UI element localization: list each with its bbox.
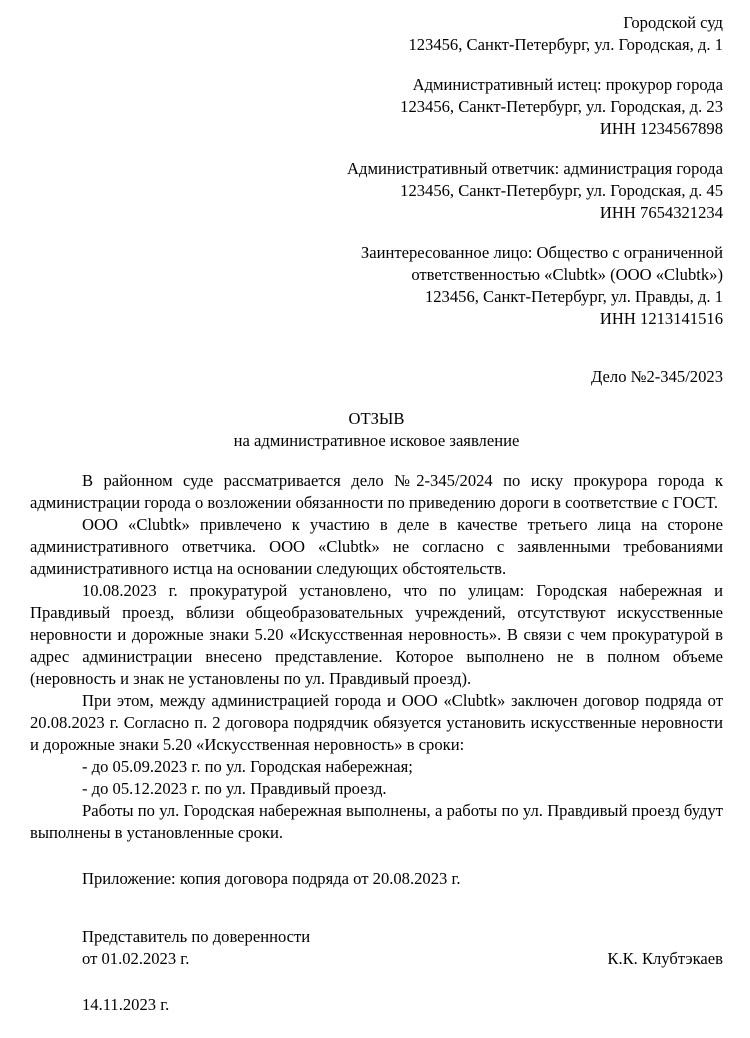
court-address: 123456, Санкт-Петербург, ул. Городская, д. 1 — [408, 35, 723, 54]
defendant-address: 123456, Санкт-Петербург, ул. Городская, д. 45 — [400, 181, 723, 200]
case-number: Дело №2-345/2023 — [591, 367, 723, 386]
deadline-item: - до 05.09.2023 г. по ул. Городская набережная; — [82, 757, 413, 776]
interested-party-block — [30, 242, 723, 330]
interested-party-inn: ИНН 1213141516 — [599, 309, 723, 328]
body-paragraph: При этом, между администрацией города и ООО «Clubtk» заключен договор подряда от 20.08.2023 г. Согласно п. 2 договора подрядчик обязуется установить искусственные неровности и дорожные знаки 5.20 «Искусственная неровность» в сроки: — [30, 691, 723, 754]
case-number-block — [30, 366, 723, 388]
attachment-line: Приложение: копия договора подряда от 20.08.2023 г. — [82, 869, 461, 888]
plaintiff-name: Административный истец: прокурор города — [412, 75, 723, 94]
signatory-role — [82, 926, 310, 970]
title-subheading: на административное исковое заявление — [233, 431, 520, 450]
defendant-inn: ИНН 7654321234 — [599, 203, 723, 222]
document-title — [30, 408, 723, 452]
defendant-block — [30, 158, 723, 224]
plaintiff-address: 123456, Санкт-Петербург, ул. Городская, д. 23 — [400, 97, 723, 116]
body-paragraph: ООО «Clubtk» привлечено к участию в деле в качестве третьего лица на стороне административного ответчика. ООО «Clubtk» не согласно с заявленными требованиями административного истца на основании следующих обстоятельств. — [30, 515, 723, 578]
body-paragraph: 10.08.2023 г. прокуратурой установлено, что по улицам: Городская набережная и Правдивый проезд, вблизи общеобразовательных учреждений, отсутствуют искусственные неровности и дорожные знаки 5.20 «Искусственная неровность». В связи с чем прокуратурой в адрес администрации внесено представление. Которое выполнено не в полном объеме (неровность и знак не установлены по ул. Правдивый проезд). — [30, 581, 723, 688]
interested-party-line1: Заинтересованное лицо: Общество с ограниченной — [360, 243, 723, 262]
document-body — [30, 470, 723, 844]
court-name: Городской суд — [623, 13, 723, 32]
signatory-role-line2: от 01.02.2023 г. — [82, 949, 190, 968]
deadline-item: - до 05.12.2023 г. по ул. Правдивый проезд. — [82, 779, 387, 798]
signature-block — [30, 926, 723, 970]
document-page — [30, 12, 723, 1016]
signatory-role-line1: Представитель по доверенности — [82, 927, 311, 946]
defendant-name: Административный ответчик: администрация города — [347, 159, 723, 178]
title-heading: ОТЗЫВ — [348, 409, 405, 428]
addressee-block — [30, 12, 723, 56]
signatory-name: К.К. Клубтэкаев — [607, 949, 723, 968]
document-date: 14.11.2023 г. — [82, 995, 170, 1014]
interested-party-address: 123456, Санкт-Петербург, ул. Правды, д. 1 — [424, 287, 723, 306]
plaintiff-block — [30, 74, 723, 140]
interested-party-line2: ответственностью «Clubtk» (ООО «Clubtk») — [411, 265, 723, 284]
body-paragraph: В районном суде рассматривается дело №2-345/2024 по иску прокурора города к администрации города о возложении обязанности по приведению дороги в соответствие с ГОСТ. — [30, 471, 723, 512]
body-paragraph: Работы по ул. Городская набережная выполнены, а работы по ул. Правдивый проезд будут выполнены в установленные сроки. — [30, 801, 723, 842]
plaintiff-inn: ИНН 1234567898 — [599, 119, 723, 138]
